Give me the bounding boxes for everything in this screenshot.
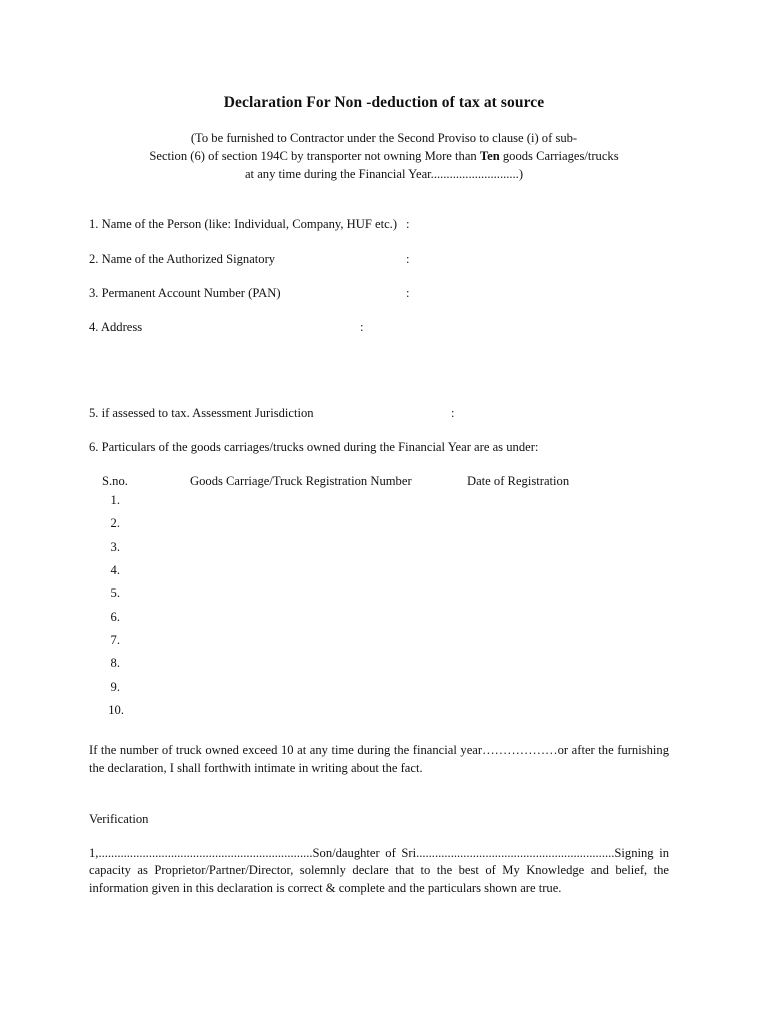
item-5-label: 5. if assessed to tax. Assessment Jurisdiction xyxy=(89,406,314,420)
verification-line-2 xyxy=(89,863,669,878)
document-title: Declaration For Non -deduction of tax at source xyxy=(223,94,545,111)
table-row: 7. xyxy=(110,633,120,647)
item-2-colon: : xyxy=(406,252,410,266)
subtitle-line-2 xyxy=(0,149,768,164)
table-header-registration-number: Goods Carriage/Truck Registration Number xyxy=(190,474,412,488)
notice-line-2: the declaration, I shall forthwith intimate in writing about the fact. xyxy=(89,761,423,775)
verification-line-1 xyxy=(89,846,669,861)
item-2-label: 2. Name of the Authorized Signatory xyxy=(89,252,276,266)
item-3-colon: : xyxy=(406,286,410,300)
item-6-label: 6. Particulars of the goods carriages/trucks owned during the Financial Year are as under: xyxy=(89,440,539,454)
table-row: 9. xyxy=(110,680,120,694)
table-row: 10. xyxy=(108,703,124,717)
verification-line-3: information given in this declaration is correct & complete and the particulars shown are true. xyxy=(89,881,562,895)
item-4-colon: : xyxy=(360,320,364,334)
item-3-label: 3. Permanent Account Number (PAN) xyxy=(89,286,281,300)
table-row: 1. xyxy=(110,493,120,507)
table-row: 6. xyxy=(110,610,120,624)
table-row: 3. xyxy=(110,540,120,554)
subtitle-line-3: at any time during the Financial Year............................) xyxy=(244,167,524,181)
table-row: 4. xyxy=(110,563,120,577)
subtitle-line-1: (To be furnished to Contractor under the Second Proviso to clause (i) of sub- xyxy=(190,131,578,145)
verification-line-1-text: 1,....................................................................Son/daughter of Sri...............................................................Signing in xyxy=(89,846,669,860)
item-5-colon: : xyxy=(451,406,455,420)
table-row: 5. xyxy=(110,586,120,600)
item-1-label: 1. Name of the Person (like: Individual, Company, HUF etc.) xyxy=(89,217,398,231)
table-header-date-of-registration: Date of Registration xyxy=(467,474,570,488)
verification-heading: Verification xyxy=(89,812,149,826)
table-row: 2. xyxy=(110,516,120,530)
notice-line-1 xyxy=(89,743,669,758)
verification-line-2-text: capacity as Proprietor/Partner/Director, solemnly declare that to the best of My Knowledge and belief, the xyxy=(89,863,669,877)
table-row: 8. xyxy=(110,656,120,670)
subtitle-line-2-start: Section (6) of section 194C by transporter not owning More than xyxy=(149,149,480,163)
subtitle-line-2-end: goods Carriages/trucks xyxy=(499,149,619,163)
item-1-colon: : xyxy=(406,217,410,231)
table-header-sno: S.no. xyxy=(102,474,128,488)
subtitle-bold-ten: Ten xyxy=(479,149,500,163)
item-4-label: 4. Address xyxy=(89,320,143,334)
notice-line-1-text: If the number of truck owned exceed 10 at any time during the financial year………………or after the furnishing xyxy=(89,743,669,757)
